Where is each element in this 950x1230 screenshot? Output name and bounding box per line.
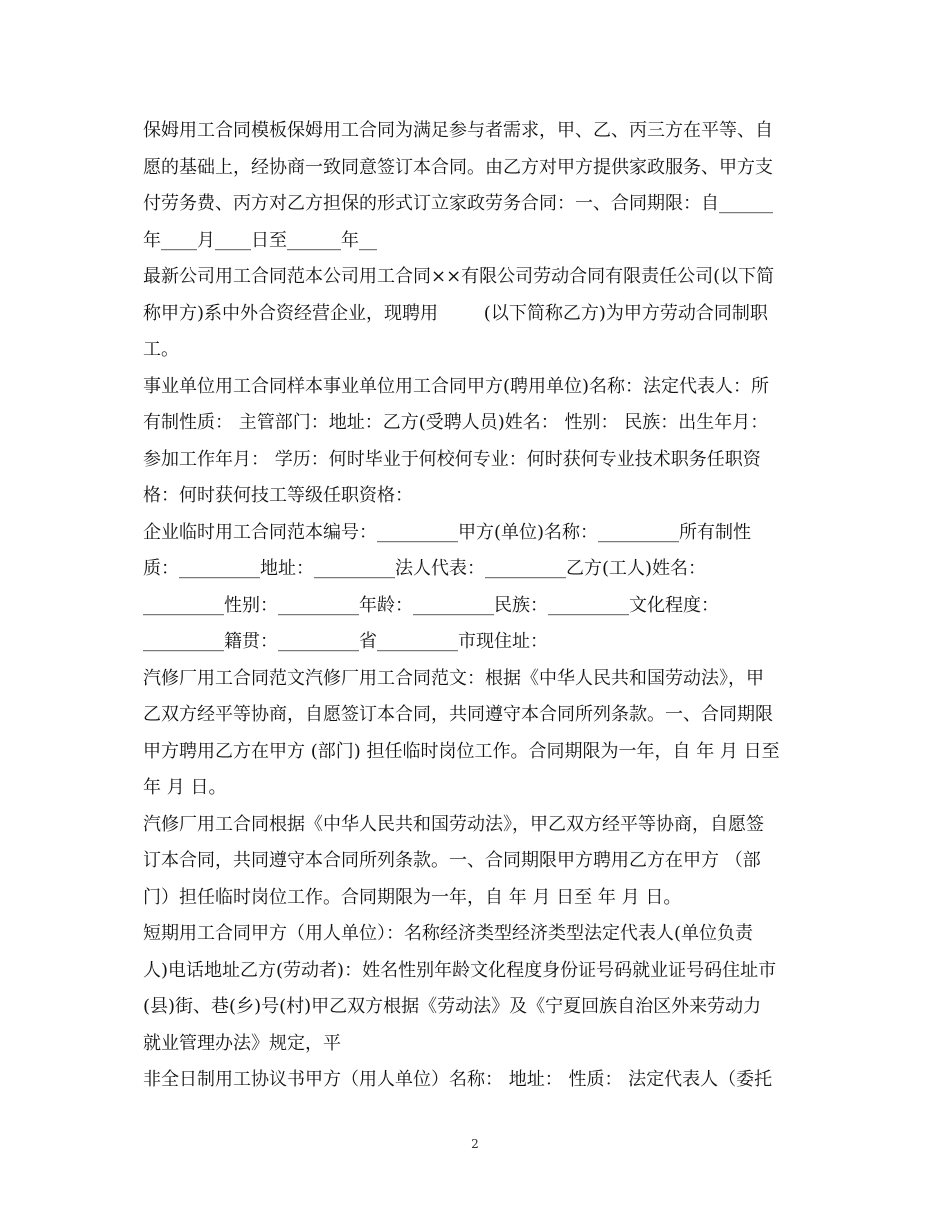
- text-line: 事业单位用工合同样本事业单位用工合同甲方(聘用单位)名称：法定代表人：所: [143, 375, 770, 397]
- text-line: 乙双方经平等协商，自愿签订本合同，共同遵守本合同所列条款。一、合同期限: [143, 704, 773, 725]
- paragraph-short-term-contract: [143, 916, 809, 1062]
- paragraph-company-contract: [143, 259, 809, 369]
- text-line: 付劳务费、丙方对乙方担保的形式订立家政劳务合同：一、合同期限：自______: [143, 193, 773, 214]
- text-line: 有制性质： 主管部门：地址：乙方(受聘人员)姓名： 性别： 民族：出生年月：: [143, 412, 769, 433]
- text-line: 汽修厂用工合同范文汽修厂用工合同范文：根据《中华人民共和国劳动法》，甲: [143, 667, 764, 689]
- paragraph-nanny-contract: [143, 113, 809, 259]
- paragraph-part-time-agreement: [143, 1062, 809, 1099]
- text-line: 参加工作年月： 学历：何时毕业于何校何专业：何时获何专业技术职务任职资: [143, 448, 761, 470]
- text-line: 最新公司用工合同范本公司用工合同××有限公司劳动合同有限责任公司(以下简: [143, 266, 775, 287]
- text-line: _________籍贯：_________省_________市现住址：: [143, 631, 548, 652]
- text-line: 保姆用工合同模板保姆用工合同为满足参与者需求，甲、乙、丙三方在平等、自: [143, 120, 773, 141]
- paragraph-public-institution-contract: [143, 369, 809, 515]
- page-number: 2: [471, 1137, 479, 1151]
- text-line: 工。: [143, 339, 179, 360]
- text-line: 非全日制用工协议书甲方（用人单位）名称： 地址： 性质： 法定代表人（委托: [143, 1069, 773, 1090]
- paragraph-garage-contract: [143, 807, 809, 917]
- text-line: 人)电话地址乙方(劳动者)：姓名性别年龄文化程度身份证号码就业证号码住址市: [143, 959, 777, 981]
- text-line: 格：何时获何技工等级任职资格：: [143, 485, 413, 506]
- text-line: 企业临时用工合同范本编号：_________甲方(单位)名称：_________所有制性: [143, 521, 752, 543]
- text-line: 汽修厂用工合同根据《中华人民共和国劳动法》，甲乙双方经平等协商，自愿签: [143, 813, 764, 835]
- text-line: 甲方聘用乙方在甲方 (部门) 担任临时岗位工作。合同期限为一年，自 年 月 日至: [143, 740, 780, 762]
- text-line: 短期用工合同甲方（用人单位）：名称经济类型经济类型法定代表人(单位负责: [143, 923, 754, 944]
- paragraph-garage-contract-sample: [143, 661, 809, 807]
- text-line: 愿的基础上，经协商一致同意签订本合同。由乙方对甲方提供家政服务、甲方支: [143, 156, 773, 178]
- text-line: _________性别：_________年龄：_________民族：_________文化程度：: [143, 594, 719, 616]
- text-line: 门）担任临时岗位工作。合同期限为一年，自 年 月 日至 年 月 日。: [143, 886, 682, 908]
- paragraph-temporary-contract: [143, 515, 809, 661]
- text-line: 质：_________地址：_________法人代表：_________乙方(工人)姓名：: [143, 558, 707, 579]
- document-body: [143, 113, 809, 1099]
- text-line: 年____月____日至______年__: [143, 229, 377, 251]
- text-line: 年 月 日。: [143, 777, 227, 798]
- text-line: 订本合同，共同遵守本合同所列条款。一、合同期限甲方聘用乙方在甲方 （部: [143, 850, 761, 871]
- text-line: 称甲方)系中外合资经营企业，现聘用 (以下简称乙方)为甲方劳动合同制职: [143, 302, 768, 324]
- text-line: 就业管理办法》规定，平: [143, 1032, 341, 1054]
- text-line: (县)街、巷(乡)号(村)甲乙双方根据《劳动法》及《宁夏回族自治区外来劳动力: [143, 996, 762, 1017]
